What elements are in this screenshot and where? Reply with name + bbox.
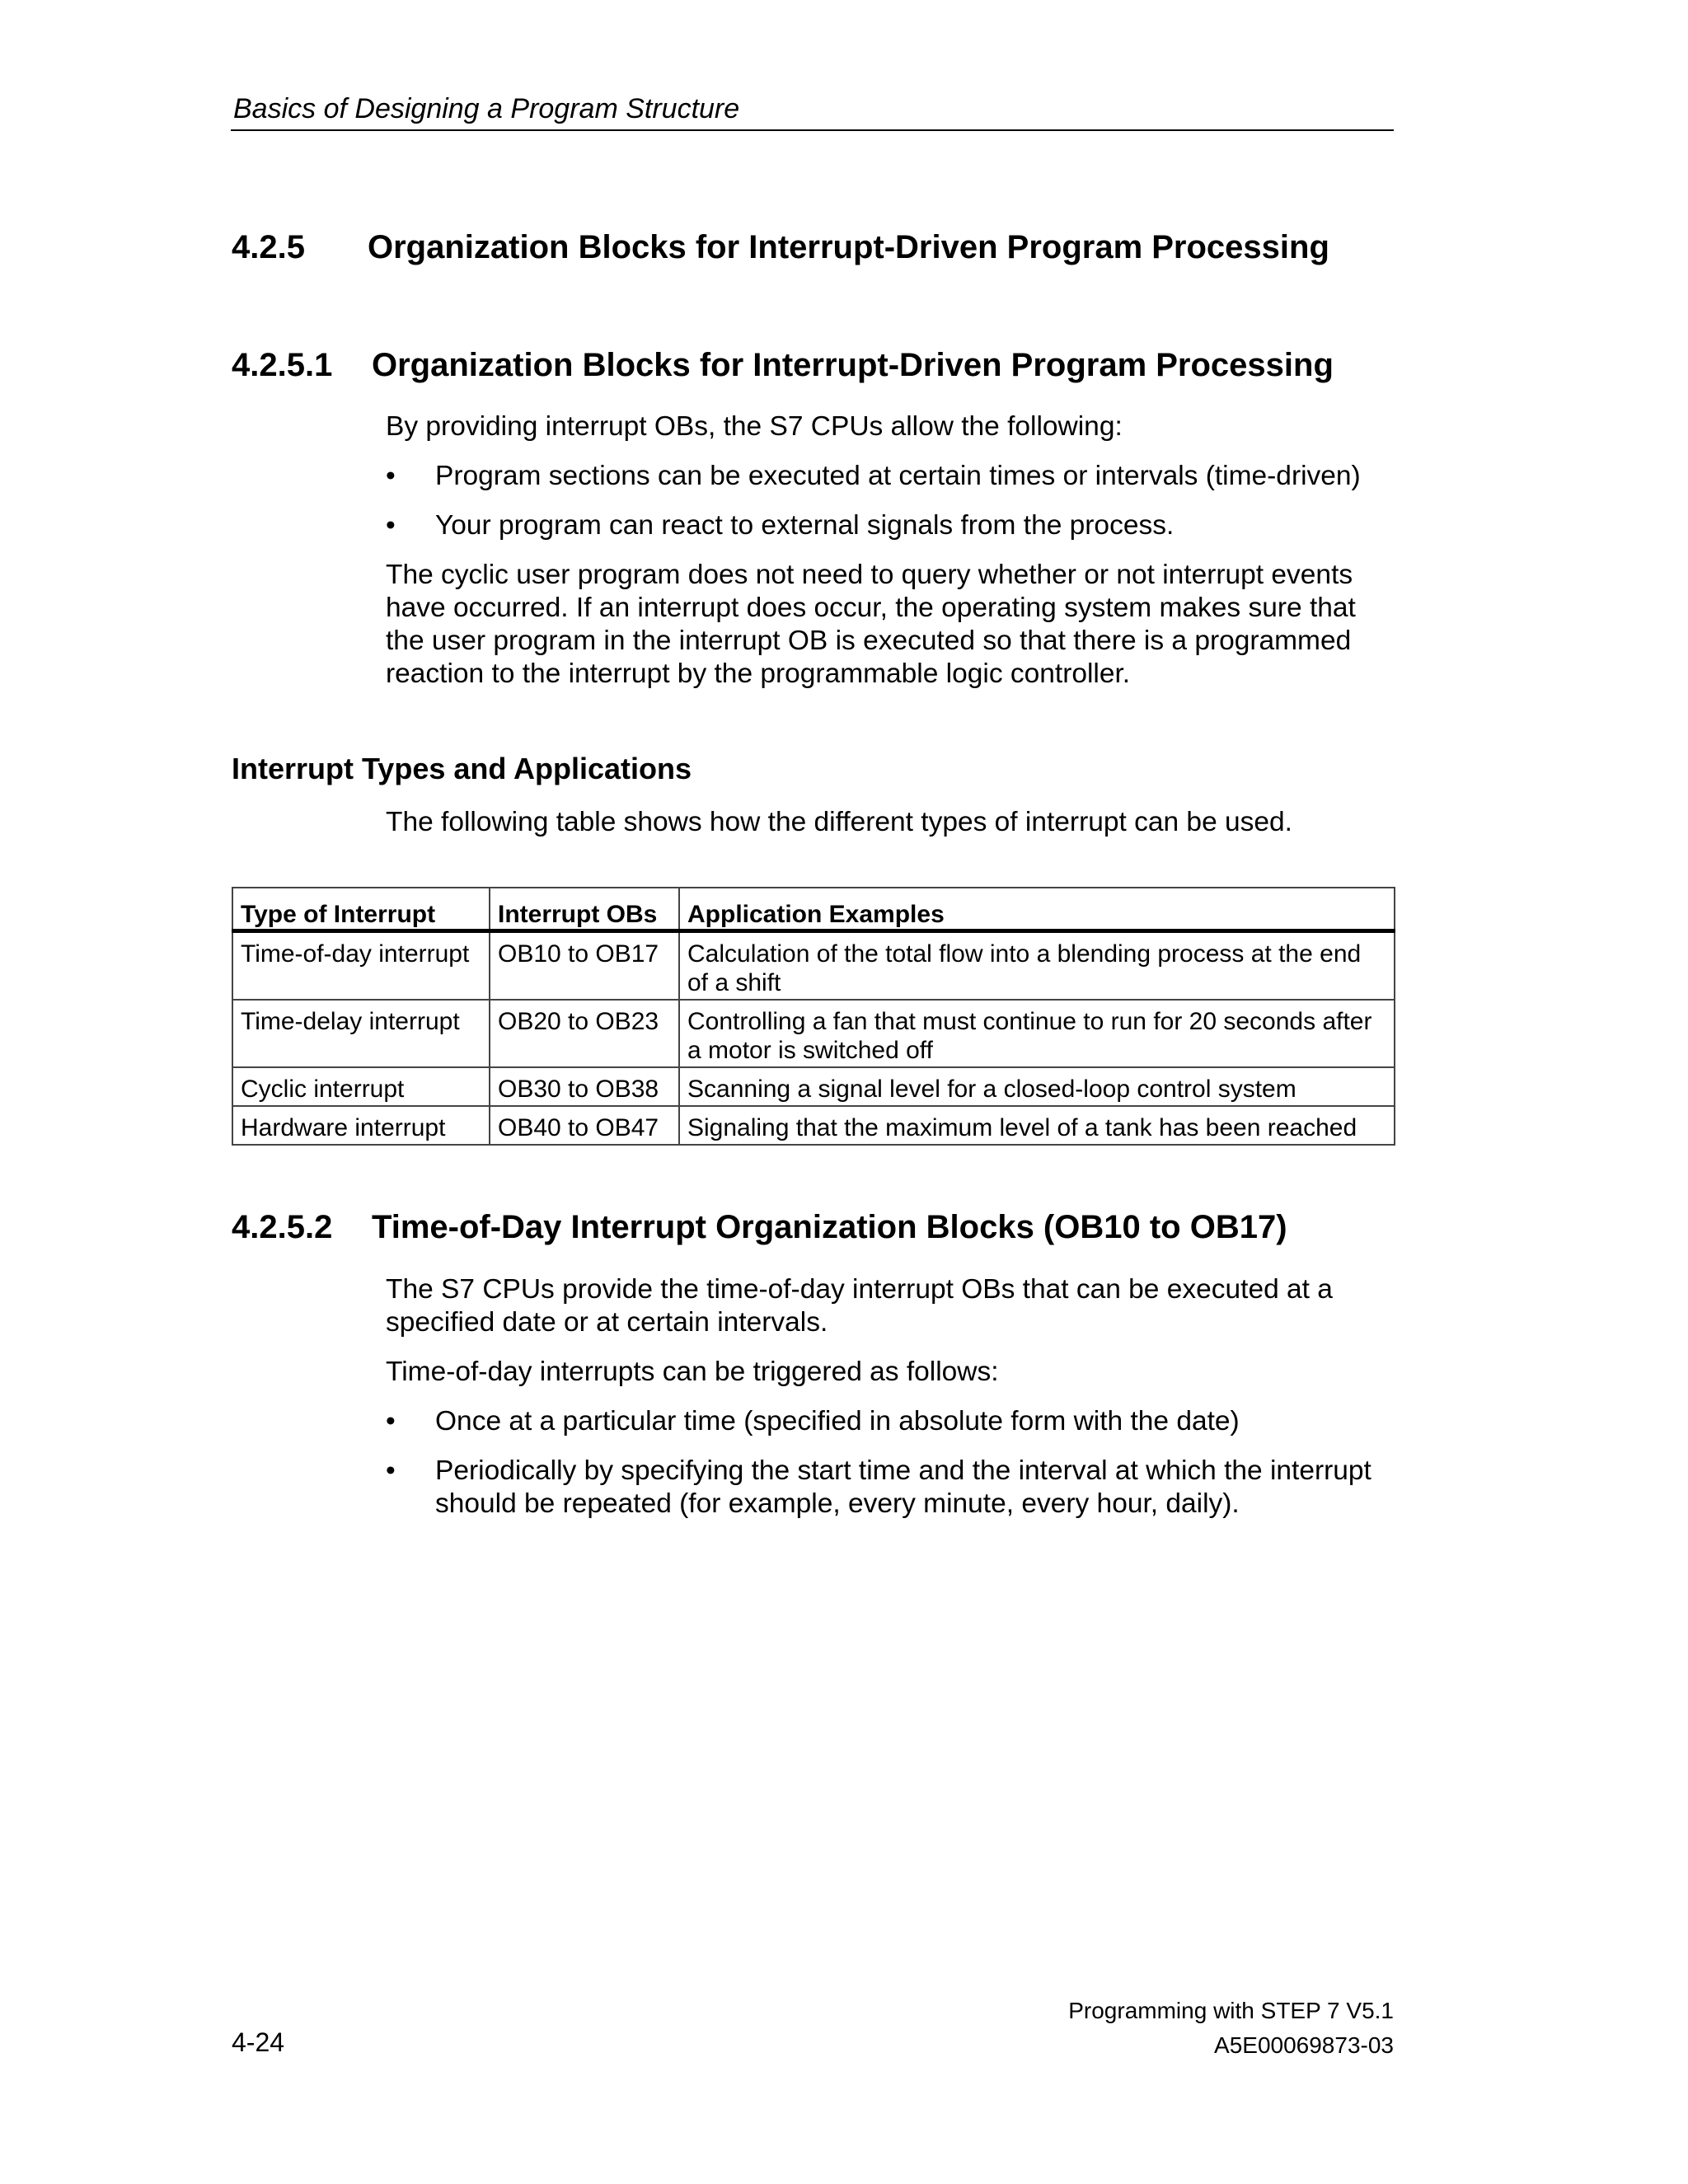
table-cell: OB30 to OB38 <box>490 1067 679 1106</box>
table-cell: Signaling that the maximum level of a tank has been reached <box>679 1106 1395 1145</box>
table-cell: Hardware interrupt <box>232 1106 490 1145</box>
bullet-icon: • <box>386 461 396 491</box>
list-item-text: Periodically by specifying the start time and the interval at which the interrupt should be repeated (for example, every minute, every hour, daily). <box>435 1455 1372 1519</box>
list-item-text: Program sections can be executed at certain times or intervals (time-driven) <box>435 461 1361 491</box>
bullet-icon: • <box>386 510 396 541</box>
table-cell: OB40 to OB47 <box>490 1106 679 1145</box>
column-header: Type of Interrupt <box>232 888 490 931</box>
list-item-text: Your program can react to external signals from the process. <box>435 510 1175 541</box>
footer-document-number: A5E00069873-03 <box>1214 2032 1394 2058</box>
bullet-icon: • <box>386 1455 396 1486</box>
table-cell: OB20 to OB23 <box>490 1000 679 1067</box>
table-row <box>232 1067 1395 1106</box>
subsection-heading: Interrupt Types and Applications <box>232 752 692 785</box>
table-cell: Time-of-day interrupt <box>232 931 490 1001</box>
table-cell: Scanning a signal level for a closed-loop control system <box>679 1067 1395 1106</box>
running-header: Basics of Designing a Program Structure <box>233 93 740 124</box>
table-intro: The following table shows how the different types of interrupt can be used. <box>386 807 1292 837</box>
header-rule <box>231 129 1394 131</box>
section-title: Time-of-Day Interrupt Organization Blocks (OB10 to OB17) <box>372 1209 1287 1245</box>
section-number: 4.2.5.2 <box>232 1209 333 1245</box>
bullet-icon: • <box>386 1406 396 1436</box>
table-row <box>232 931 1395 1001</box>
table-row <box>232 1000 1395 1067</box>
footer-manual-title: Programming with STEP 7 V5.1 <box>1068 1998 1394 2023</box>
intro-paragraph: By providing interrupt OBs, the S7 CPUs allow the following: <box>386 411 1123 442</box>
body-paragraph: The S7 CPUs provide the time-of-day interrupt OBs that can be executed at a specified date or at certain intervals. <box>386 1274 1333 1338</box>
table-cell: Calculation of the total flow into a blending process at the end of a shift <box>679 931 1395 1001</box>
section-heading-4-2-5-2 <box>232 1207 1287 1247</box>
footer-page-number: 4-24 <box>232 2027 285 2057</box>
table-cell: Time-delay interrupt <box>232 1000 490 1067</box>
table-row <box>232 1106 1395 1145</box>
column-header: Application Examples <box>679 888 1395 931</box>
interrupt-types-table <box>232 887 1395 1146</box>
section-heading-4-2-5-1 <box>232 345 1334 385</box>
table-cell: Cyclic interrupt <box>232 1067 490 1106</box>
section-number: 4.2.5 <box>232 229 305 265</box>
column-header: Interrupt OBs <box>490 888 679 931</box>
section-heading-4-2-5 <box>232 227 1329 267</box>
table-cell: Controlling a fan that must continue to run for 20 seconds after a motor is switched off <box>679 1000 1395 1067</box>
section-title: Organization Blocks for Interrupt-Driven Program Processing <box>372 347 1334 383</box>
section-number: 4.2.5.1 <box>232 347 333 383</box>
list-item-text: Once at a particular time (specified in absolute form with the date) <box>435 1406 1240 1436</box>
table-header-row <box>232 888 1395 931</box>
section-title: Organization Blocks for Interrupt-Driven Program Processing <box>368 229 1329 265</box>
body-paragraph: The cyclic user program does not need to query whether or not interrupt events have occurred. If an interrupt does occur, the operating system makes sure that the user program in the interrupt OB is executed so that there is a programmed reaction to the interrupt by the programmable logic controller. <box>386 560 1356 689</box>
body-paragraph: Time-of-day interrupts can be triggered as follows: <box>386 1357 999 1387</box>
table-cell: OB10 to OB17 <box>490 931 679 1001</box>
